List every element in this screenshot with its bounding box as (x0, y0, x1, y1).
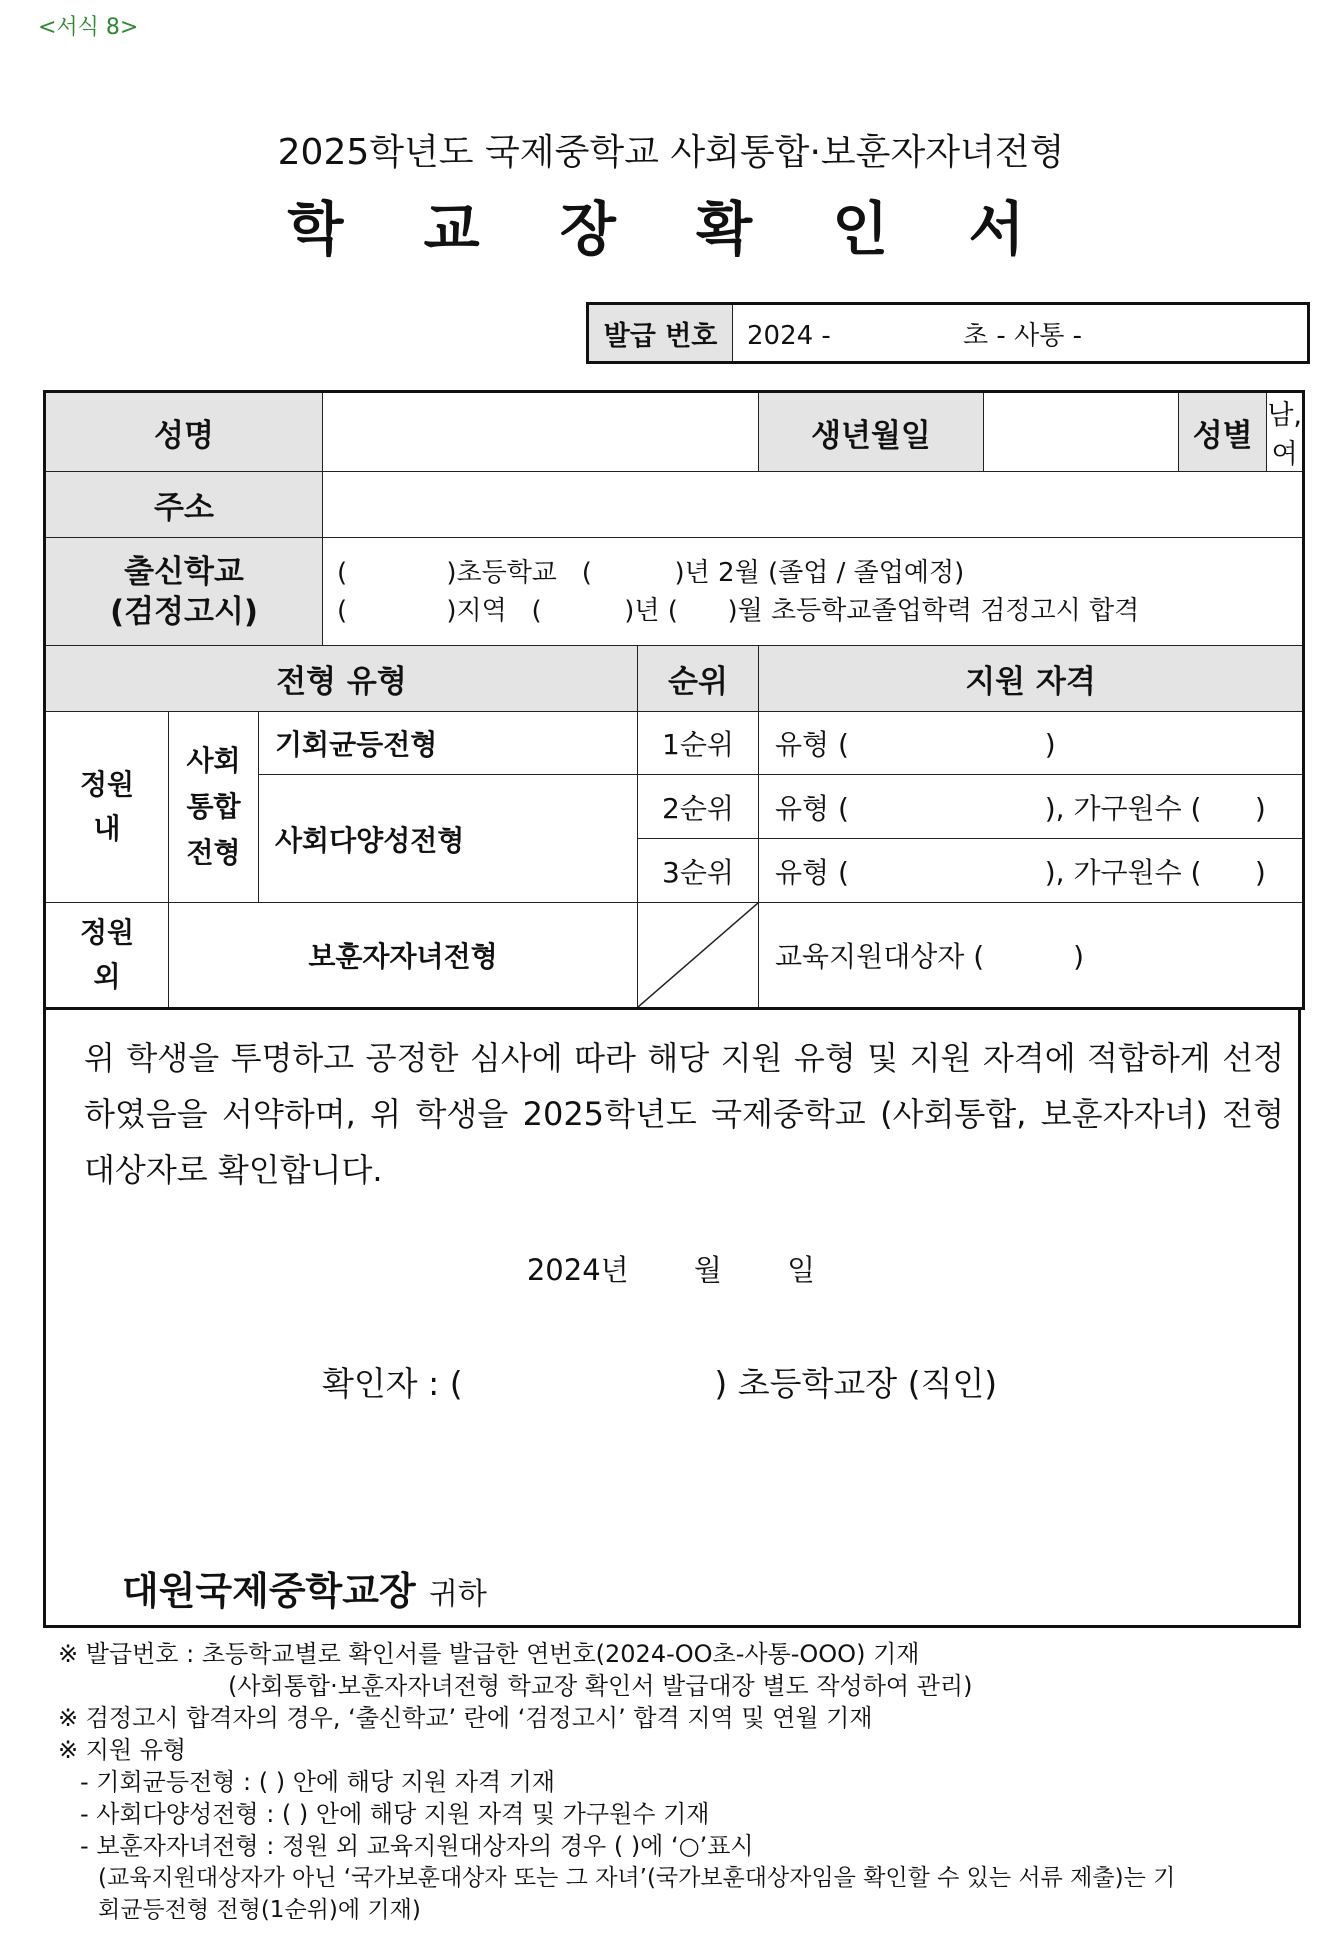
birth-gender-cell (984, 392, 1304, 472)
note-1b: (사회통합·보훈자자녀전형 학교장 확인서 발급대장 별도 작성하여 관리) (228, 1672, 973, 1700)
form-number: <서식 8> (38, 15, 139, 40)
address-field[interactable] (323, 472, 1304, 538)
recipient-suffix: 귀하 (428, 1577, 487, 1612)
note-3a: - 기회균등전형 : ( ) 안에 해당 지원 자격 기재 (80, 1768, 556, 1796)
note-3c: - 보훈자자녀전형 : 정원 외 교육지원대상자의 경우 ( )에 ‘○’표시 (80, 1832, 754, 1860)
issue-date[interactable]: 2024년 월 일 (526, 1253, 816, 1287)
statement-text: 위 학생을 투명하고 공정한 심사에 따라 해당 지원 유형 및 지원 자격에 적합하게 선정하였음을 서약하며, 위 학생을 2025학년도 국제중학교 (사회통합, 보훈자자녀) 전형 대상자로 확인합니다. (84, 1039, 1284, 1189)
form-title-line1: 2025학년도 국제중학교 사회통합·보훈자자녀전형 (277, 132, 1065, 173)
gender-label: 성별 (1179, 393, 1267, 471)
birth-gender-inner (984, 393, 1302, 471)
diagonal-slash (638, 903, 758, 1007)
rank-1: 1순위 (638, 712, 759, 775)
school-line1: ( )초등학교 ( )년 2월 (졸업 / 졸업예정) (337, 557, 965, 588)
birthdate-field[interactable] (984, 393, 1179, 471)
out-quota-label: 정원 외 (45, 903, 169, 1009)
in-quota-label: 정원 내 (45, 712, 169, 903)
school-label-2: (검정고시) (109, 593, 259, 630)
issue-number-field[interactable]: 2024 - 초 - 사통 - (733, 304, 1309, 363)
address-label: 주소 (45, 472, 323, 538)
recipient (122, 1560, 487, 1615)
equal-opportunity-track: 기회균등전형 (259, 712, 638, 775)
confirmer-line[interactable]: 확인자 : ( ) 초등학교장 (직인) (322, 1364, 998, 1403)
issue-number-label: 발급 번호 (588, 304, 733, 363)
social-integration-label: 사회 통합 전형 (169, 712, 259, 903)
note-3: ※ 지원 유형 (58, 1736, 187, 1764)
school-field[interactable] (323, 538, 1304, 646)
school-label-1: 출신학교 (124, 553, 244, 590)
issue-number-table (586, 302, 1310, 364)
rank-2: 2순위 (638, 775, 759, 839)
note-2: ※ 검정고시 합격자의 경우, ‘출신학교’ 란에 ‘검정고시’ 합격 지역 및 연월 기재 (58, 1704, 873, 1732)
qualification-veteran[interactable]: 교육지원대상자 ( ) (759, 903, 1304, 1009)
note-3e: 회균등전형 전형(1순위)에 기재) (98, 1897, 421, 1923)
type-header: 전형 유형 (45, 646, 638, 712)
name-label: 성명 (45, 392, 323, 472)
birthdate-label: 생년월일 (759, 392, 984, 472)
rank-empty-cell (638, 903, 759, 1009)
form-title: 학 교 장 확 인 서 (287, 195, 1055, 263)
rank-header: 순위 (638, 646, 759, 712)
recipient-name: 대원국제중학교장 (122, 1569, 416, 1613)
social-diversity-track: 사회다양성전형 (259, 775, 638, 903)
qualification-3[interactable]: 유형 ( ), 가구원수 ( ) (759, 839, 1304, 903)
school-line2: ( )지역 ( )년 ( )월 초등학교졸업학력 검정고시 합격 (337, 595, 1140, 626)
qualification-header: 지원 자격 (759, 646, 1304, 712)
rank-3: 3순위 (638, 839, 759, 903)
applicant-table (43, 390, 1305, 1010)
qualification-1[interactable]: 유형 ( ) (759, 712, 1304, 775)
notes (58, 1638, 1308, 1926)
school-label (45, 538, 323, 646)
qualification-2[interactable]: 유형 ( ), 가구원수 ( ) (759, 775, 1304, 839)
veteran-track: 보훈자자녀전형 (169, 903, 638, 1009)
note-1: ※ 발급번호 : 초등학교별로 확인서를 발급한 연번호(2024-OO초-사통-OOO) 기재 (58, 1640, 920, 1668)
name-field[interactable] (323, 392, 759, 472)
note-3d: (교육지원대상자가 아닌 ‘국가보훈대상자 또는 그 자녀’(국가보훈대상자임을 확인할 수 있는 서류 제출)는 기 (98, 1865, 1176, 1891)
note-3b: - 사회다양성전형 : ( ) 안에 해당 지원 자격 및 가구원수 기재 (80, 1800, 710, 1828)
gender-field[interactable]: 남, 여 (1267, 400, 1302, 470)
